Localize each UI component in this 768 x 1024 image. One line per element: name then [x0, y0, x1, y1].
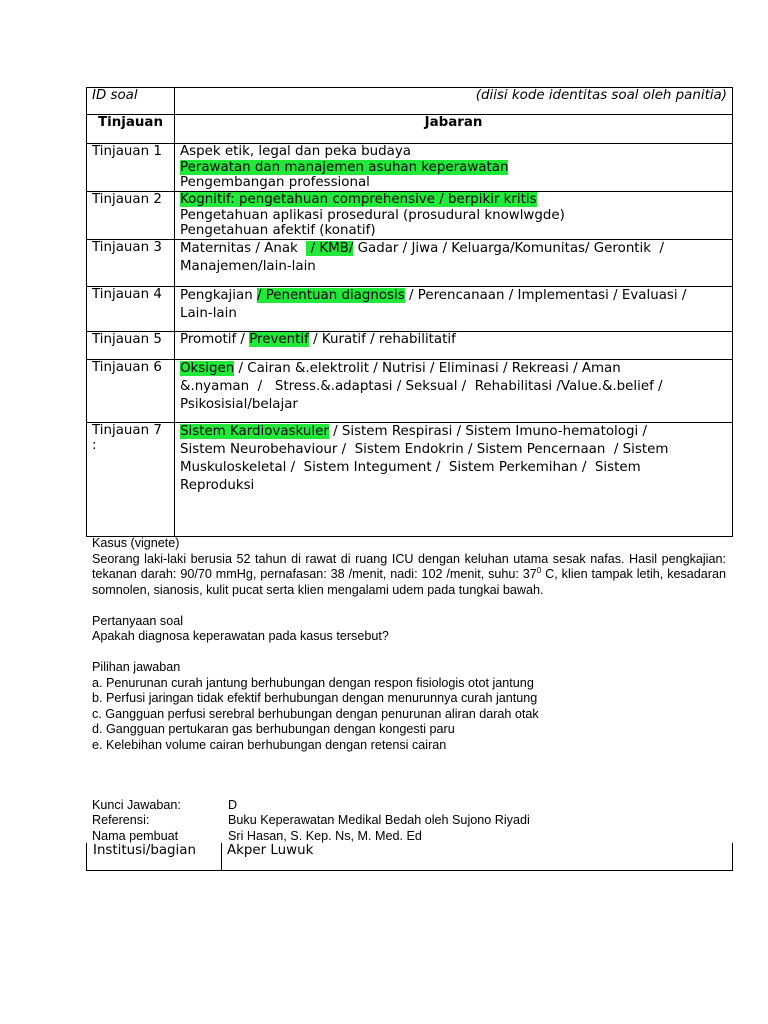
- row-label: Tinjauan 4: [87, 286, 175, 331]
- kunci-label: Kunci Jawaban:: [92, 798, 181, 812]
- row-jabaran: [175, 239, 733, 286]
- degree-superscript: 0: [536, 565, 542, 575]
- row-jabaran: [175, 192, 733, 240]
- institusi-row: [86, 843, 733, 871]
- case-text-part: Seorang laki-laki berusia 52 tahun di rawat di ruang ICU dengan keluhan utama sesak nafas. Hasil pengkajian: tekanan darah: 90/70 mmHg, pernafasan: 38 /menit, nadi: 102 /menit, suhu: 37: [92, 551, 726, 581]
- option-c: c. Gangguan perfusi serebral berhubungan dengan penurunan aliran darah otak: [92, 706, 539, 721]
- column-divider: [221, 843, 222, 870]
- jabaran-text: Gadar / Jiwa / Keluarga/Komunitas/ Gerontik /: [353, 240, 665, 256]
- header-tinjauan: Tinjauan: [87, 115, 175, 144]
- question-text: Apakah diagnosa keperawatan pada kasus tersebut?: [92, 629, 389, 643]
- row-jabaran: [175, 144, 733, 192]
- option-b: b. Perfusi jaringan tidak efektif berhubungan dengan menurunnya curah jantung: [92, 691, 538, 705]
- row-label: Tinjauan 5: [87, 331, 175, 359]
- row-label: Tinjauan 3: [87, 239, 175, 286]
- option-d: d. Gangguan pertukaran gas berhubungan dengan kongesti paru: [92, 722, 455, 736]
- jabaran-line: Aspek etik, legal dan peka budaya: [180, 144, 411, 159]
- jabaran-text: / Cairan &.elektrolit / Nutrisi / Eliminasi / Rekreasi / Aman: [234, 360, 621, 376]
- highlighted-text: / KMB/: [306, 240, 354, 256]
- jabaran-text: Maternitas / Anak: [180, 240, 307, 256]
- pembuat-label: Nama pembuat: [92, 828, 179, 843]
- case-title: Kasus (vignete): [92, 536, 180, 550]
- kunci-value: D: [228, 798, 238, 812]
- jabaran-line: Pengembangan professional: [180, 175, 370, 190]
- pembuat-row: [92, 829, 732, 844]
- jabaran-line: Psikosisial/belajar: [180, 396, 298, 412]
- row-jabaran: [175, 359, 733, 422]
- id-row: [87, 88, 733, 115]
- highlighted-text: Preventif: [249, 331, 309, 347]
- table-row: [87, 331, 733, 359]
- highlighted-text: Sistem Kardiovaskuler: [180, 423, 329, 439]
- jabaran-text: / Sistem Respirasi / Sistem Imuno-hematologi /: [328, 423, 647, 439]
- jabaran-line: Sistem Neurobehaviour / Sistem Endokrin / Sistem Pencernaan / Sistem: [180, 441, 669, 457]
- table-row: [87, 239, 733, 286]
- row-label: Tinjauan 6: [87, 359, 175, 422]
- jabaran-text: Promotif /: [180, 331, 250, 347]
- table-row: [87, 286, 733, 331]
- referensi-row: [92, 813, 732, 828]
- option-a: a. Penurunan curah jantung berhubungan dengan respon fisiologis otot jantung: [92, 675, 534, 690]
- row-label-text: Tinjauan 7: [92, 422, 162, 438]
- id-label: ID soal: [87, 88, 175, 115]
- case-section: [92, 536, 726, 753]
- option-e: e. Kelebihan volume cairan berhubungan dengan retensi cairan: [92, 737, 447, 752]
- review-table: [86, 87, 733, 537]
- row-jabaran: [175, 286, 733, 331]
- row-label-colon: :: [92, 438, 97, 453]
- highlighted-text: Oksigen: [180, 360, 235, 376]
- row-jabaran: [175, 331, 733, 359]
- header-row: [87, 115, 733, 144]
- table-row: [87, 144, 733, 192]
- options-title: Pilihan jawaban: [92, 660, 181, 674]
- jabaran-text: / Perencanaan / Implementasi / Evaluasi /: [404, 287, 687, 303]
- referensi-value: Buku Keperawatan Medikal Bedah oleh Sujono Riyadi: [228, 813, 530, 828]
- table-row: [87, 359, 733, 422]
- case-text-part: C, klien tampak letih, kesadaran somnolen, sianosis, kulit pucat serta klien mengalami udem pada tungkai bawah.: [92, 567, 727, 597]
- jabaran-line: Pengetahuan afektif (konatif): [180, 223, 376, 238]
- row-label: Tinjauan 1: [87, 144, 175, 192]
- jabaran-text: / Kuratif / rehabilitatif: [308, 331, 456, 347]
- header-jabaran: Jabaran: [175, 115, 733, 144]
- highlighted-text: / Penentuan diagnosis: [256, 287, 405, 303]
- question-title: Pertanyaan soal: [92, 613, 184, 628]
- highlighted-text: Kognitif: pengetahuan comprehensive / berpikir kritis: [180, 192, 537, 207]
- row-label: Tinjauan 2: [87, 192, 175, 240]
- institusi-label: Institusi/bagian: [93, 843, 196, 858]
- table-row: [87, 422, 733, 536]
- jabaran-line: Reproduksi: [180, 478, 255, 494]
- jabaran-text: Pengkajian: [180, 287, 257, 303]
- row-jabaran: [175, 422, 733, 536]
- jabaran-line: Pengetahuan aplikasi prosedural (prosudural knowlwgde): [180, 207, 565, 223]
- jabaran-line: Muskuloskeletal / Sistem Integument / Sistem Perkemihan / Sistem: [180, 459, 641, 475]
- referensi-label: Referensi:: [92, 813, 150, 828]
- jabaran-line: Lain-lain: [180, 305, 237, 321]
- case-text: [92, 552, 726, 599]
- footer-info: [92, 798, 732, 844]
- table-row: [87, 192, 733, 240]
- kunci-row: [92, 798, 732, 813]
- institusi-value: Akper Luwuk: [227, 843, 314, 858]
- jabaran-line: &.nyaman / Stress.&.adaptasi / Seksual / Rehabilitasi /Value.&.belief /: [180, 378, 663, 394]
- id-note: (diisi kode identitas soal oleh panitia): [175, 88, 733, 115]
- jabaran-line: Manajemen/lain-lain: [180, 258, 316, 274]
- highlighted-text: Perawatan dan manajemen asuhan keperawatan: [180, 159, 509, 175]
- pembuat-value: Sri Hasan, S. Kep. Ns, M. Med. Ed: [228, 828, 422, 843]
- row-label: [87, 422, 175, 536]
